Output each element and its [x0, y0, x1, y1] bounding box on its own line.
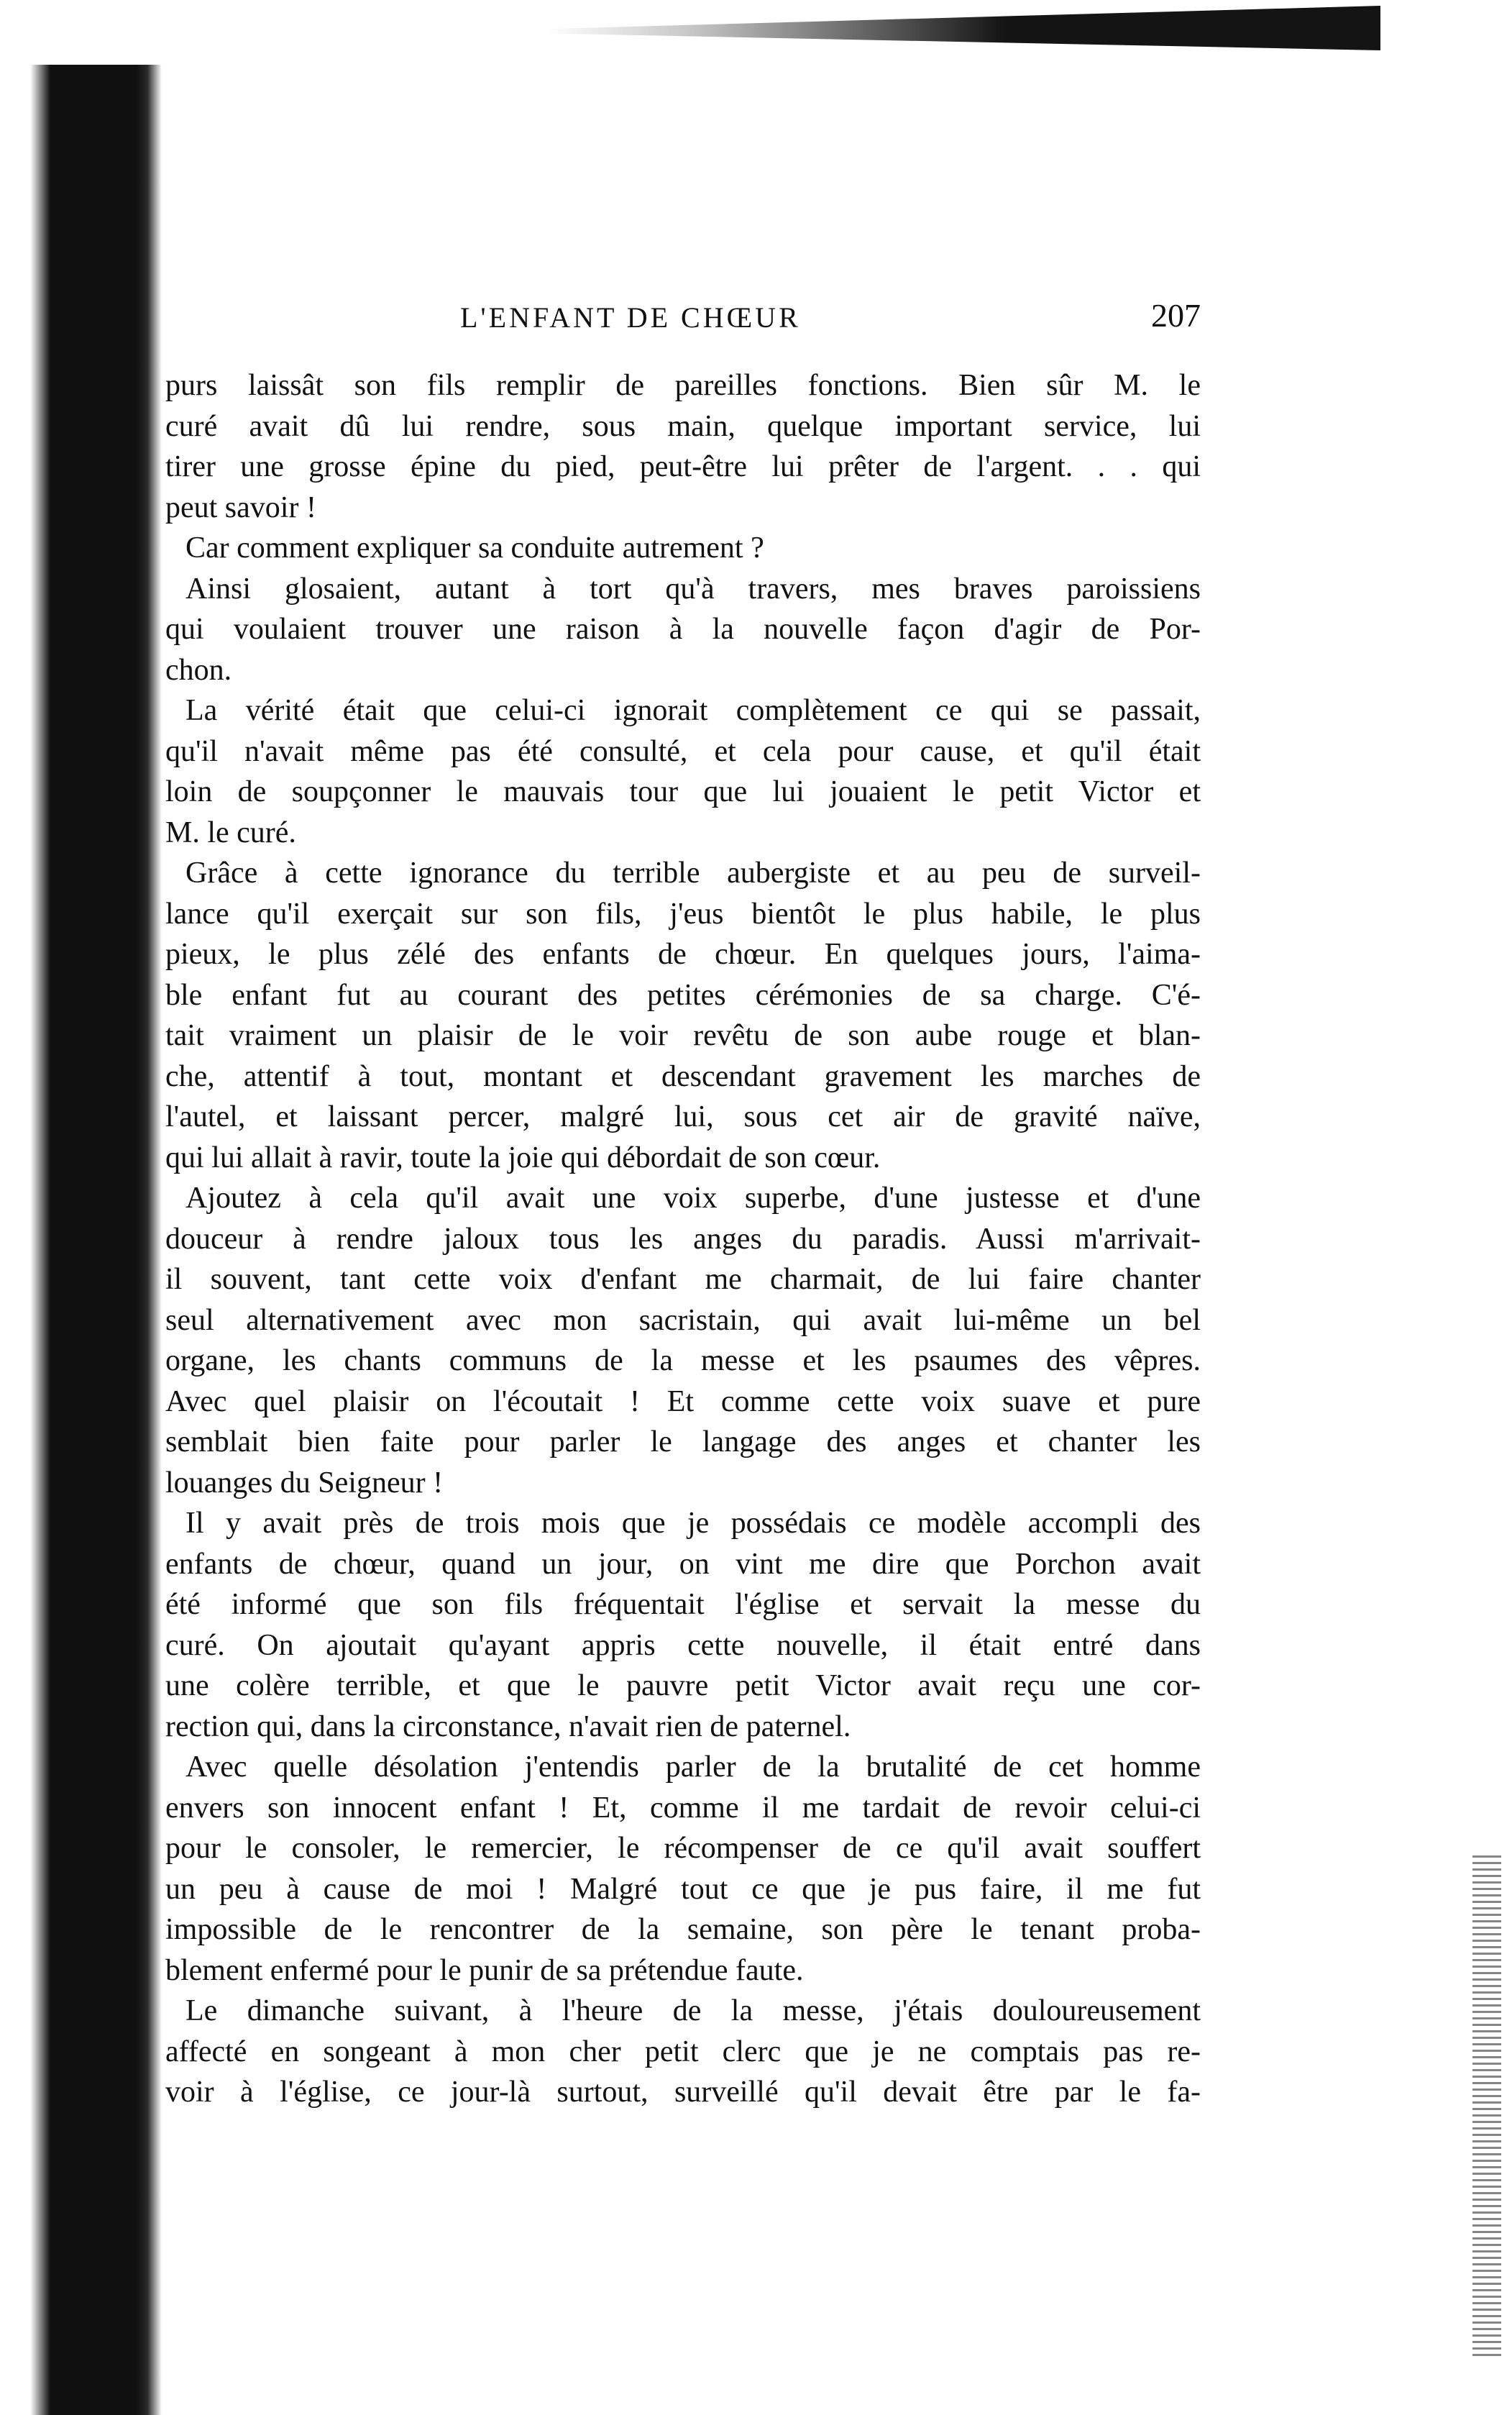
text-line: Le dimanche suivant, à l'heure de la messe, j'étais douloureusement — [185, 1994, 1201, 2027]
text-line: loin de soupçonner le mauvais tour que lui jouaient le petit Victor et — [165, 775, 1201, 808]
text-line: semblait bien faite pour parler le langage des anges et chanter les — [165, 1425, 1201, 1458]
text-line: ble enfant fut au courant des petites cérémonies de sa charge. C'é- — [165, 978, 1201, 1012]
text-line: Avec quel plaisir on l'écoutait ! Et comme cette voix suave et pure — [165, 1384, 1201, 1418]
text-line: curé avait dû lui rendre, sous main, quelque important service, lui — [165, 409, 1201, 443]
text-line: seul alternativement avec mon sacristain, qui avait lui-même un bel — [165, 1303, 1201, 1337]
text-line: douceur à rendre jaloux tous les anges du paradis. Aussi m'arrivait- — [165, 1222, 1201, 1256]
text-line: impossible de le rencontrer de la semaine, son père le tenant proba- — [165, 1913, 1201, 1946]
text-line: purs laissât son fils remplir de pareilles fonctions. Bien sûr M. le — [165, 369, 1201, 402]
text-line: enfants de chœur, quand un jour, on vint me dire que Porchon avait — [165, 1547, 1201, 1581]
text-line: Ainsi glosaient, autant à tort qu'à travers, mes braves paroissiens — [185, 572, 1201, 606]
text-line: curé. On ajoutait qu'ayant appris cette nouvelle, il était entré dans — [165, 1628, 1201, 1662]
text-line: tait vraiment un plaisir de le voir revêtu de son aube rouge et blan- — [165, 1019, 1201, 1052]
text-line: affecté en songeant à mon cher petit clerc que je ne comptais pas re- — [165, 2035, 1201, 2068]
text-line: Avec quelle désolation j'entendis parler de la brutalité de cet homme — [185, 1750, 1201, 1784]
page-number: 207 — [1151, 297, 1201, 334]
text-line: lance qu'il exerçait sur son fils, j'eus bientôt le plus habile, le plus — [165, 897, 1201, 931]
text-line: pour le consoler, le remercier, le récompenser de ce qu'il avait souffert — [165, 1832, 1201, 1865]
text-line: envers son innocent enfant ! Et, comme il me tardait de revoir celui-ci — [165, 1791, 1201, 1825]
text-line: qui lui allait à ravir, toute la joie qui débordait de son cœur. — [165, 1141, 881, 1174]
text-line: voir à l'église, ce jour-là surtout, surveillé qu'il devait être par le fa- — [165, 2076, 1201, 2109]
text-line: une colère terrible, et que le pauvre petit Victor avait reçu une cor- — [165, 1669, 1201, 1702]
text-line: louanges du Seigneur ! — [165, 1466, 444, 1499]
text-line: pieux, le plus zélé des enfants de chœur. En quelques jours, l'aima- — [165, 938, 1201, 971]
scan-binding-shadow — [0, 65, 162, 2415]
scan-right-edge-marks — [1472, 1855, 1501, 2359]
text-line: peut savoir ! — [165, 490, 316, 524]
text-line: Grâce à cette ignorance du terrible aubergiste et au peu de surveil- — [185, 857, 1201, 890]
text-line: che, attentif à tout, montant et descendant gravement les marches de — [165, 1059, 1201, 1093]
text-line: il souvent, tant cette voix d'enfant me charmait, de lui faire chanter — [165, 1263, 1201, 1296]
text-line: qui voulaient trouver une raison à la nouvelle façon d'agir de Por- — [165, 613, 1201, 646]
text-line: M. le curé. — [165, 816, 296, 849]
body-text — [165, 365, 1201, 2113]
text-line: La vérité était que celui-ci ignorait complètement ce qui se passait, — [185, 694, 1201, 727]
text-line: été informé que son fils fréquentait l'église et servait la messe du — [165, 1588, 1201, 1621]
running-title: L'ENFANT DE CHŒUR — [460, 301, 801, 334]
text-line: qu'il n'avait même pas été consulté, et cela pour cause, et qu'il était — [165, 734, 1201, 768]
page-header — [165, 297, 1201, 351]
text-line: tirer une grosse épine du pied, peut-être lui prêter de l'argent. . . qui — [165, 450, 1201, 483]
text-line: blement enfermé pour le punir de sa prétendue faute. — [165, 1953, 804, 1987]
text-line: organe, les chants communs de la messe et les psaumes des vêpres. — [165, 1344, 1201, 1377]
text-line: chon. — [165, 653, 232, 687]
text-line: Il y avait près de trois mois que je possédais ce modèle accompli des — [185, 1507, 1201, 1540]
text-line: Ajoutez à cela qu'il avait une voix superbe, d'une justesse et d'une — [185, 1182, 1201, 1215]
text-line: un peu à cause de moi ! Malgré tout ce que je pus faire, il me fut — [165, 1872, 1201, 1906]
text-line: Car comment expliquer sa conduite autrement ? — [185, 531, 764, 565]
text-line: rection qui, dans la circonstance, n'avait rien de paternel. — [165, 1709, 851, 1743]
text-line: l'autel, et laissant percer, malgré lui, sous cet air de gravité naïve, — [165, 1100, 1201, 1133]
scan-top-rule — [546, 6, 1380, 50]
